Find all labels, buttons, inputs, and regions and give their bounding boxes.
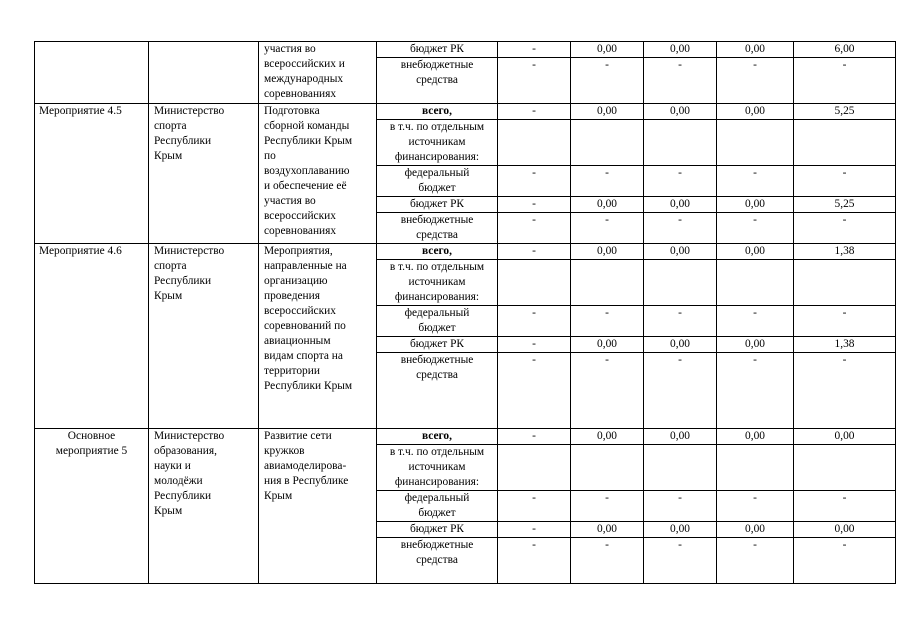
executor-cell (149, 429, 259, 584)
value-cell (644, 42, 717, 58)
value-2: - (605, 354, 609, 366)
value-cell (498, 306, 571, 337)
value-cell (717, 260, 794, 306)
value-cell (571, 244, 644, 260)
value-5: 0,00 (834, 523, 855, 535)
value-cell (498, 522, 571, 538)
value-5: 5,25 (834, 198, 855, 210)
value-cell (498, 104, 571, 120)
value-cell (794, 244, 896, 260)
value-cell (794, 104, 896, 120)
value-cell (498, 538, 571, 584)
value-cell (571, 260, 644, 306)
funding-source-label: бюджет РК (409, 523, 465, 535)
value-2: 0,00 (597, 105, 617, 117)
value-cell (794, 337, 896, 353)
funding-source-label: внебюджетные средства (400, 214, 474, 241)
value-cell (794, 445, 896, 491)
executor-text: Министерство спорта Республики Крым (154, 105, 225, 162)
value-4: - (753, 307, 757, 319)
value-cell (498, 166, 571, 197)
funding-source-cell (377, 120, 498, 166)
value-cell (717, 42, 794, 58)
value-2: 0,00 (597, 430, 617, 442)
value-4: 0,00 (745, 105, 765, 117)
value-1: - (532, 338, 536, 350)
value-cell (571, 353, 644, 429)
value-3: 0,00 (670, 430, 690, 442)
value-cell (717, 166, 794, 197)
value-5: - (842, 492, 847, 504)
activity-number: Мероприятие 4.6 (39, 245, 122, 257)
value-cell (571, 538, 644, 584)
value-1: - (532, 523, 536, 535)
funding-source-label: бюджет РК (409, 198, 465, 210)
value-cell (717, 58, 794, 104)
value-4: - (753, 59, 757, 71)
value-cell (794, 538, 896, 584)
value-1: - (532, 167, 536, 179)
funding-source-cell (377, 104, 498, 120)
table-row (35, 104, 896, 120)
value-cell (571, 337, 644, 353)
value-3: 0,00 (670, 338, 690, 350)
funding-source-label: бюджет РК (409, 43, 465, 55)
funding-source-cell (377, 213, 498, 244)
funding-source-label: всего, (422, 245, 452, 257)
value-cell (644, 120, 717, 166)
value-cell (794, 213, 896, 244)
value-2: - (605, 214, 609, 226)
value-4: 0,00 (745, 430, 765, 442)
value-4: 0,00 (745, 245, 765, 257)
funding-source-cell (377, 306, 498, 337)
funding-source-label: федеральный бюджет (404, 492, 470, 519)
activity-number-cell (35, 42, 149, 104)
value-3: - (678, 167, 682, 179)
value-cell (644, 353, 717, 429)
executor-text: Министерство образования, науки и молодёжи Республики Крым (154, 430, 225, 517)
activity-name: Мероприятия, направленные на организацию проведения всероссийских соревнований по авиационным видам спорта на территории Республики Крым (264, 245, 353, 392)
value-cell (571, 166, 644, 197)
value-cell (794, 166, 896, 197)
funding-source-label: федеральный бюджет (404, 307, 470, 334)
executor-cell (149, 244, 259, 429)
activity-number-cell (35, 244, 149, 429)
value-1: - (532, 354, 536, 366)
value-cell (571, 429, 644, 445)
value-cell (794, 120, 896, 166)
table-row (35, 244, 896, 260)
value-cell (644, 244, 717, 260)
value-cell (498, 353, 571, 429)
value-cell (717, 197, 794, 213)
value-5: - (842, 167, 847, 179)
value-4: 0,00 (745, 43, 765, 55)
value-cell (498, 491, 571, 522)
value-1: - (532, 43, 536, 55)
value-cell (717, 306, 794, 337)
value-cell (794, 353, 896, 429)
value-3: 0,00 (670, 105, 690, 117)
value-cell (794, 42, 896, 58)
value-cell (644, 337, 717, 353)
value-1: - (532, 245, 536, 257)
funding-source-cell (377, 522, 498, 538)
value-cell (644, 538, 717, 584)
value-5: - (842, 539, 847, 551)
value-cell (571, 213, 644, 244)
activity-name-cell (259, 104, 377, 244)
value-1: - (532, 198, 536, 210)
funding-source-label: бюджет РК (409, 338, 465, 350)
value-1: - (532, 492, 536, 504)
value-cell (644, 104, 717, 120)
funding-source-cell (377, 244, 498, 260)
value-cell (794, 197, 896, 213)
value-2: - (605, 167, 609, 179)
value-3: - (678, 214, 682, 226)
table-row (35, 42, 896, 58)
funding-source-cell (377, 429, 498, 445)
value-cell (717, 244, 794, 260)
value-cell (644, 58, 717, 104)
value-2: - (605, 539, 609, 551)
value-cell (571, 522, 644, 538)
value-cell (794, 491, 896, 522)
value-cell (644, 491, 717, 522)
activity-name: Подготовка сборной команды Республики Крым по воздухоплаванию и обеспечение её участия во всероссийских соревнованиях (264, 105, 353, 237)
value-5: - (842, 307, 847, 319)
funding-source-label: в т.ч. по отдельным источникам финансирования: (389, 446, 485, 488)
funding-source-cell (377, 353, 498, 429)
activity-name-cell (259, 244, 377, 429)
executor-cell (149, 104, 259, 244)
value-2: - (605, 307, 609, 319)
value-3: 0,00 (670, 523, 690, 535)
value-cell (498, 244, 571, 260)
activity-number: Основное мероприятие 5 (55, 430, 128, 457)
value-cell (644, 445, 717, 491)
value-cell (571, 445, 644, 491)
funding-source-label: федеральный бюджет (404, 167, 470, 194)
value-cell (571, 491, 644, 522)
value-cell (717, 213, 794, 244)
value-3: - (678, 59, 682, 71)
funding-source-cell (377, 491, 498, 522)
funding-source-cell (377, 538, 498, 584)
value-5: - (842, 354, 847, 366)
activity-name: Развитие сети кружков авиамоделирова- ния в Республике Крым (264, 430, 349, 502)
value-cell (498, 197, 571, 213)
value-1: - (532, 307, 536, 319)
activity-number-cell (35, 429, 149, 584)
value-4: - (753, 492, 757, 504)
activity-number: Мероприятие 4.5 (39, 105, 122, 117)
value-4: - (753, 167, 757, 179)
executor-text: Министерство спорта Республики Крым (154, 245, 225, 302)
activity-name: участия во всероссийских и международных соревнованиях (264, 43, 345, 100)
table-row (35, 429, 896, 445)
funding-source-cell (377, 337, 498, 353)
value-4: - (753, 539, 757, 551)
value-cell (644, 306, 717, 337)
value-cell (717, 104, 794, 120)
funding-source-cell (377, 260, 498, 306)
value-cell (571, 120, 644, 166)
value-cell (498, 429, 571, 445)
funding-source-label: внебюджетные средства (400, 354, 474, 381)
value-cell (794, 58, 896, 104)
value-1: - (532, 539, 536, 551)
value-cell (644, 166, 717, 197)
funding-source-label: внебюджетные средства (400, 59, 474, 86)
value-1: - (532, 59, 536, 71)
value-1: - (532, 105, 536, 117)
activity-name-cell (259, 429, 377, 584)
value-1: - (532, 430, 536, 442)
value-cell (644, 197, 717, 213)
value-cell (571, 104, 644, 120)
funding-source-label: всего, (422, 105, 452, 117)
value-cell (571, 58, 644, 104)
value-cell (498, 445, 571, 491)
value-cell (794, 429, 896, 445)
value-cell (717, 337, 794, 353)
value-5: 6,00 (834, 43, 855, 55)
value-3: - (678, 539, 682, 551)
value-cell (498, 58, 571, 104)
activity-name-cell (259, 42, 377, 104)
value-cell (794, 260, 896, 306)
value-cell (498, 42, 571, 58)
funding-source-cell (377, 42, 498, 58)
value-cell (644, 213, 717, 244)
value-3: - (678, 492, 682, 504)
value-3: 0,00 (670, 198, 690, 210)
value-4: - (753, 214, 757, 226)
funding-source-cell (377, 166, 498, 197)
funding-source-label: в т.ч. по отдельным источникам финансирования: (389, 261, 485, 303)
value-1: - (532, 214, 536, 226)
value-cell (571, 42, 644, 58)
value-cell (717, 445, 794, 491)
value-2: - (605, 492, 609, 504)
value-cell (498, 337, 571, 353)
table-body (35, 42, 896, 584)
value-4: 0,00 (745, 198, 765, 210)
value-5: 1,38 (834, 245, 855, 257)
value-3: 0,00 (670, 43, 690, 55)
value-cell (794, 306, 896, 337)
value-5: 5,25 (834, 105, 855, 117)
value-5: - (842, 59, 847, 71)
value-cell (717, 538, 794, 584)
value-cell (571, 197, 644, 213)
funding-source-cell (377, 197, 498, 213)
financing-table (34, 41, 896, 584)
value-3: - (678, 307, 682, 319)
value-cell (794, 522, 896, 538)
value-2: 0,00 (597, 198, 617, 210)
value-cell (717, 120, 794, 166)
value-cell (717, 353, 794, 429)
value-cell (498, 120, 571, 166)
value-4: 0,00 (745, 523, 765, 535)
value-5: - (842, 214, 847, 226)
value-cell (571, 306, 644, 337)
value-2: - (605, 59, 609, 71)
value-4: 0,00 (745, 338, 765, 350)
value-3: - (678, 354, 682, 366)
value-cell (498, 213, 571, 244)
funding-source-label: всего, (422, 430, 452, 442)
value-2: 0,00 (597, 245, 617, 257)
value-2: 0,00 (597, 338, 617, 350)
value-cell (717, 522, 794, 538)
value-4: - (753, 354, 757, 366)
activity-number-cell (35, 104, 149, 244)
executor-cell (149, 42, 259, 104)
value-5: 0,00 (834, 430, 855, 442)
value-3: 0,00 (670, 245, 690, 257)
value-cell (644, 260, 717, 306)
funding-source-cell (377, 445, 498, 491)
funding-source-label: в т.ч. по отдельным источникам финансирования: (389, 121, 485, 163)
value-cell (498, 260, 571, 306)
value-cell (717, 429, 794, 445)
value-2: 0,00 (597, 523, 617, 535)
funding-source-label: внебюджетные средства (400, 539, 474, 566)
value-2: 0,00 (597, 43, 617, 55)
value-cell (717, 491, 794, 522)
value-cell (644, 429, 717, 445)
value-5: 1,38 (834, 338, 855, 350)
funding-source-cell (377, 58, 498, 104)
value-cell (644, 522, 717, 538)
